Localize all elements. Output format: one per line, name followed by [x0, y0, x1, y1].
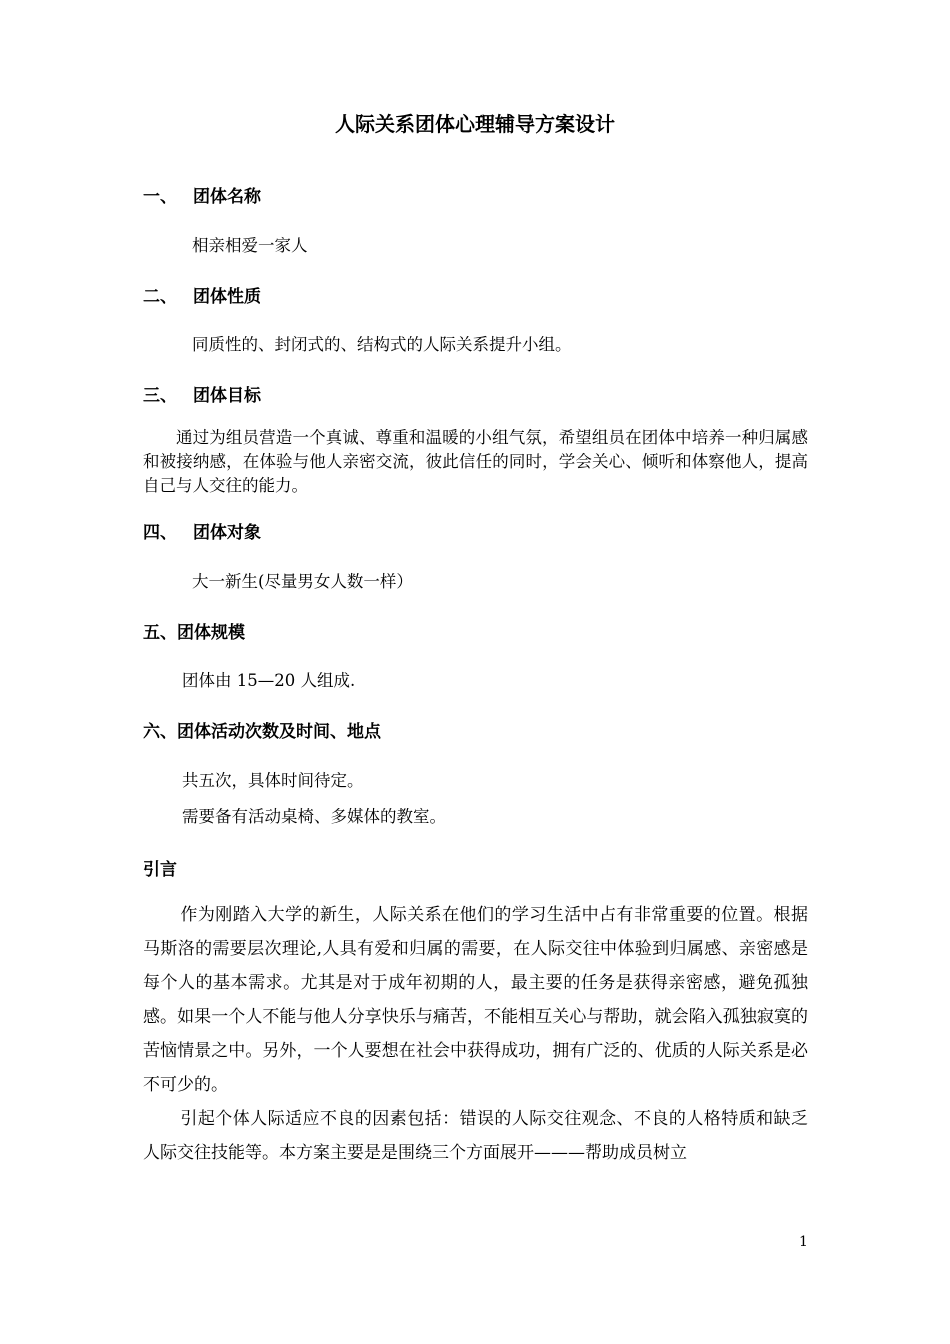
section-number: 一、: [143, 187, 177, 207]
section-body-2: 同质性的、封闭式的、结构式的人际关系提升小组。: [192, 335, 572, 354]
section-number: 六、: [143, 722, 177, 742]
intro-paragraph-1: 作为刚踏入大学的新生，人际关系在他们的学习生活中占有非常重要的位置。根据马斯洛的需要层次理论,人具有爱和归属的需要，在人际交往中体验到归属感、亲密感是每个人的基本需求。尤其是对于成年初期的人，最主要的任务是获得亲密感，避免孤独感。如果一个人不能与他人分享快乐与痛苦，不能相互关心与帮助，就会陷入孤独寂寞的苦恼情景之中。另外，一个人要想在社会中获得成功，拥有广泛的、优质的人际关系是必不可少的。: [143, 905, 808, 1095]
section-number: 五、: [143, 623, 177, 643]
section-heading-5: [143, 618, 245, 643]
section-body-6b: 需要备有活动桌椅、多媒体的教室。: [182, 807, 446, 826]
section-title: 团体规模: [177, 623, 245, 643]
section-number: 三、: [143, 386, 177, 406]
document-title: 人际关系团体心理辅导方案设计: [335, 112, 615, 136]
section-title: 团体对象: [193, 523, 261, 543]
section-body-6a: 共五次，具体时间待定。: [182, 771, 364, 790]
section-heading-6: [143, 717, 381, 742]
section-heading-2: [143, 282, 261, 307]
intro-heading: 引言: [143, 860, 177, 880]
section-heading-4: [143, 518, 261, 543]
section-body-5: 团体由 15—20 人组成.: [182, 671, 356, 690]
section-body-3: 通过为组员营造一个真诚、尊重和温暖的小组气氛，希望组员在团体中培养一种归属感和被接纳感，在体验与他人亲密交流，彼此信任的同时，学会关心、倾听和体察他人，提高自己与人交往的能力。: [143, 428, 808, 495]
section-number: 二、: [143, 287, 177, 307]
section-title: 团体名称: [193, 187, 261, 207]
intro-paragraph-2: 引起个体人际适应不良的因素包括：错误的人际交往观念、不良的人格特质和缺乏人际交往技能等。本方案主要是是围绕三个方面展开———帮助成员树立: [143, 1109, 808, 1163]
section-body-1: 相亲相爱一家人: [192, 236, 308, 255]
section-number: 四、: [143, 523, 177, 543]
section-title: 团体性质: [193, 287, 261, 307]
section-title: 团体目标: [193, 386, 261, 406]
section-heading-3: [143, 381, 261, 406]
section-body-4: 大一新生(尽量男女人数一样）: [192, 572, 413, 591]
section-title: 团体活动次数及时间、地点: [177, 722, 381, 742]
section-heading-1: [143, 182, 261, 207]
intro-text: [143, 898, 808, 1170]
page-number: 1: [799, 1234, 808, 1250]
